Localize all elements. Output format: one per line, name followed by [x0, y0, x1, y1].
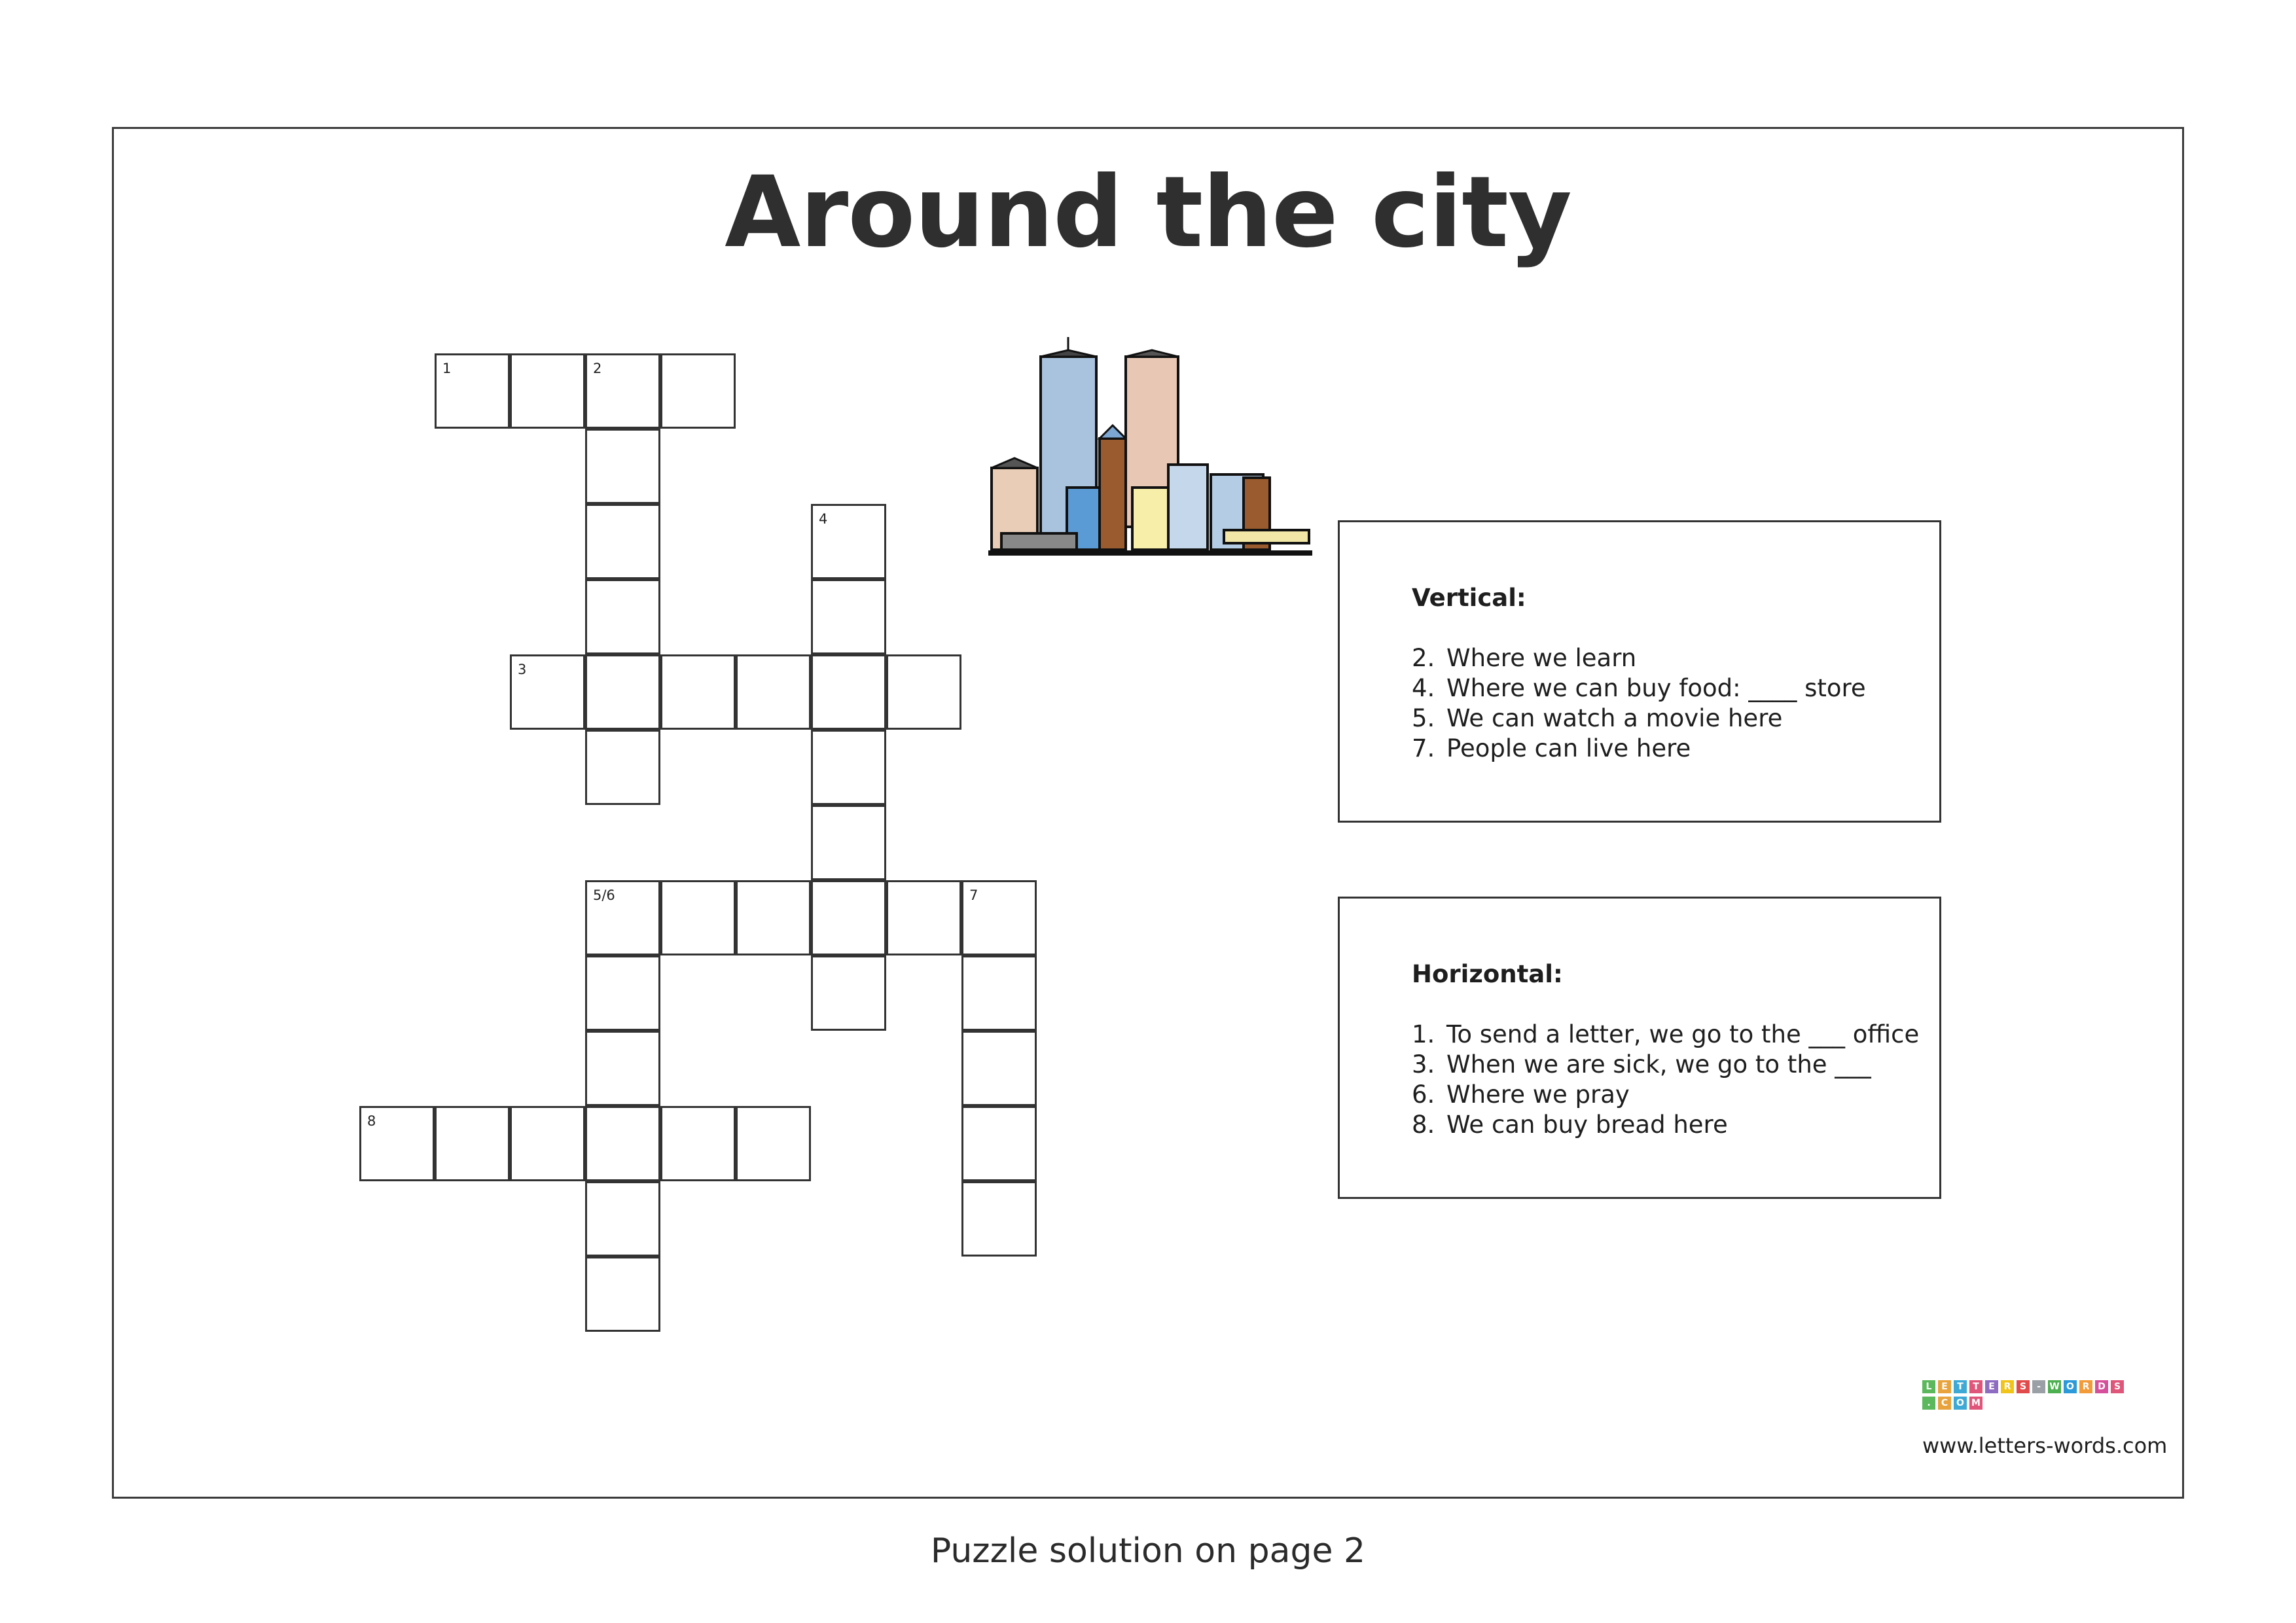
site-url: www.letters-words.com — [1922, 1433, 2168, 1458]
letters-words-logo — [1922, 1380, 2126, 1410]
crossword-cell[interactable] — [585, 429, 660, 504]
crossword-cell[interactable] — [585, 1181, 660, 1257]
clue-text: When we are sick, we go to the ___ — [1446, 1050, 1871, 1079]
logo-tile: T — [1954, 1380, 1967, 1393]
cell-number: 3 — [518, 662, 527, 677]
crossword-cell[interactable] — [585, 955, 660, 1031]
crossword-cell[interactable] — [811, 654, 886, 730]
crossword-cell[interactable] — [585, 730, 660, 805]
crossword-cell[interactable] — [585, 579, 660, 654]
clue-item — [1412, 1020, 1939, 1050]
clue-number: 5. — [1412, 704, 1435, 732]
vertical-clues-box — [1338, 520, 1941, 823]
clue-text: Where we learn — [1446, 644, 1637, 672]
clue-text: Where we can buy food: ____ store — [1446, 674, 1866, 702]
crossword-cell[interactable] — [510, 1106, 585, 1181]
crossword-cell[interactable] — [811, 955, 886, 1031]
horizontal-clues-box — [1338, 897, 1941, 1199]
crossword-cell[interactable] — [660, 1106, 736, 1181]
vertical-clue-list — [1412, 643, 1939, 764]
crossword-cell[interactable] — [585, 1031, 660, 1106]
clue-item — [1412, 1050, 1939, 1080]
logo-tile: T — [1969, 1380, 1982, 1393]
crossword-cell[interactable] — [886, 654, 961, 730]
crossword-cell[interactable] — [736, 880, 811, 955]
logo-tile: E — [1985, 1380, 1998, 1393]
clue-item — [1412, 643, 1939, 673]
logo-tile: R — [2079, 1380, 2092, 1393]
clue-text: To send a letter, we go to the ___ office — [1446, 1020, 1920, 1048]
cell-number: 8 — [367, 1113, 376, 1129]
logo-tile: W — [2048, 1380, 2061, 1393]
crossword-cell[interactable] — [660, 654, 736, 730]
footer-note: Puzzle solution on page 2 — [930, 1531, 1366, 1571]
crossword-cell[interactable] — [811, 730, 886, 805]
crossword-cell[interactable] — [811, 579, 886, 654]
crossword-cell[interactable] — [961, 880, 1037, 955]
crossword-cell[interactable] — [736, 1106, 811, 1181]
cell-number: 1 — [442, 361, 452, 376]
clue-number: 4. — [1412, 674, 1435, 702]
logo-tile: O — [1954, 1397, 1967, 1410]
crossword-cell[interactable] — [585, 353, 660, 429]
clue-item — [1412, 1080, 1939, 1110]
city-skyline-illustration — [988, 337, 1316, 556]
logo-row-1 — [1922, 1380, 2126, 1393]
crossword-cell[interactable] — [660, 353, 736, 429]
logo-tile: L — [1922, 1380, 1935, 1393]
clue-number: 8. — [1412, 1111, 1435, 1139]
logo-row-2 — [1922, 1396, 2126, 1410]
crossword-cell[interactable] — [961, 955, 1037, 1031]
clue-number: 1. — [1412, 1020, 1435, 1048]
logo-tile: S — [2017, 1380, 2030, 1393]
vertical-heading: Vertical: — [1412, 584, 1526, 612]
crossword-cell[interactable] — [585, 654, 660, 730]
clue-item — [1412, 673, 1939, 704]
clue-number: 2. — [1412, 644, 1435, 672]
clue-number: 7. — [1412, 734, 1435, 762]
clue-item — [1412, 704, 1939, 734]
crossword-cell[interactable] — [435, 353, 510, 429]
crossword-cell[interactable] — [660, 880, 736, 955]
crossword-cell[interactable] — [961, 1031, 1037, 1106]
crossword-cell[interactable] — [961, 1106, 1037, 1181]
crossword-cell[interactable] — [510, 654, 585, 730]
crossword-cell[interactable] — [961, 1181, 1037, 1257]
crossword-cell[interactable] — [811, 880, 886, 955]
clue-text: We can buy bread here — [1446, 1111, 1728, 1139]
crossword-cell[interactable] — [585, 880, 660, 955]
clue-number: 3. — [1412, 1050, 1435, 1079]
horizontal-clue-list — [1412, 1020, 1939, 1140]
page-title: Around the city — [725, 156, 1571, 270]
logo-tile: M — [1969, 1397, 1982, 1410]
crossword-cell[interactable] — [585, 1106, 660, 1181]
clue-text: People can live here — [1446, 734, 1691, 762]
clue-item — [1412, 734, 1939, 764]
cell-number: 2 — [593, 361, 602, 376]
logo-tile: . — [1922, 1397, 1935, 1410]
crossword-cell[interactable] — [585, 1257, 660, 1332]
cell-number: 5/6 — [593, 887, 615, 903]
cell-number: 4 — [819, 511, 828, 527]
horizontal-heading: Horizontal: — [1412, 960, 1563, 988]
crossword-cell[interactable] — [585, 504, 660, 579]
logo-tile: S — [2111, 1380, 2124, 1393]
crossword-cell[interactable] — [886, 880, 961, 955]
logo-tile: - — [2032, 1380, 2045, 1393]
crossword-cell[interactable] — [811, 805, 886, 880]
logo-tile: D — [2095, 1380, 2108, 1393]
clue-text: Where we pray — [1446, 1080, 1630, 1109]
crossword-cell[interactable] — [510, 353, 585, 429]
crossword-cell[interactable] — [359, 1106, 435, 1181]
logo-tile: C — [1938, 1397, 1951, 1410]
crossword-cell[interactable] — [435, 1106, 510, 1181]
clue-number: 6. — [1412, 1080, 1435, 1109]
clue-text: We can watch a movie here — [1446, 704, 1783, 732]
logo-tile: E — [1938, 1380, 1951, 1393]
logo-tile: R — [2001, 1380, 2014, 1393]
cell-number: 7 — [969, 887, 978, 903]
crossword-cell[interactable] — [811, 504, 886, 579]
clue-item — [1412, 1110, 1939, 1140]
crossword-cell[interactable] — [736, 654, 811, 730]
logo-tile: O — [2064, 1380, 2077, 1393]
